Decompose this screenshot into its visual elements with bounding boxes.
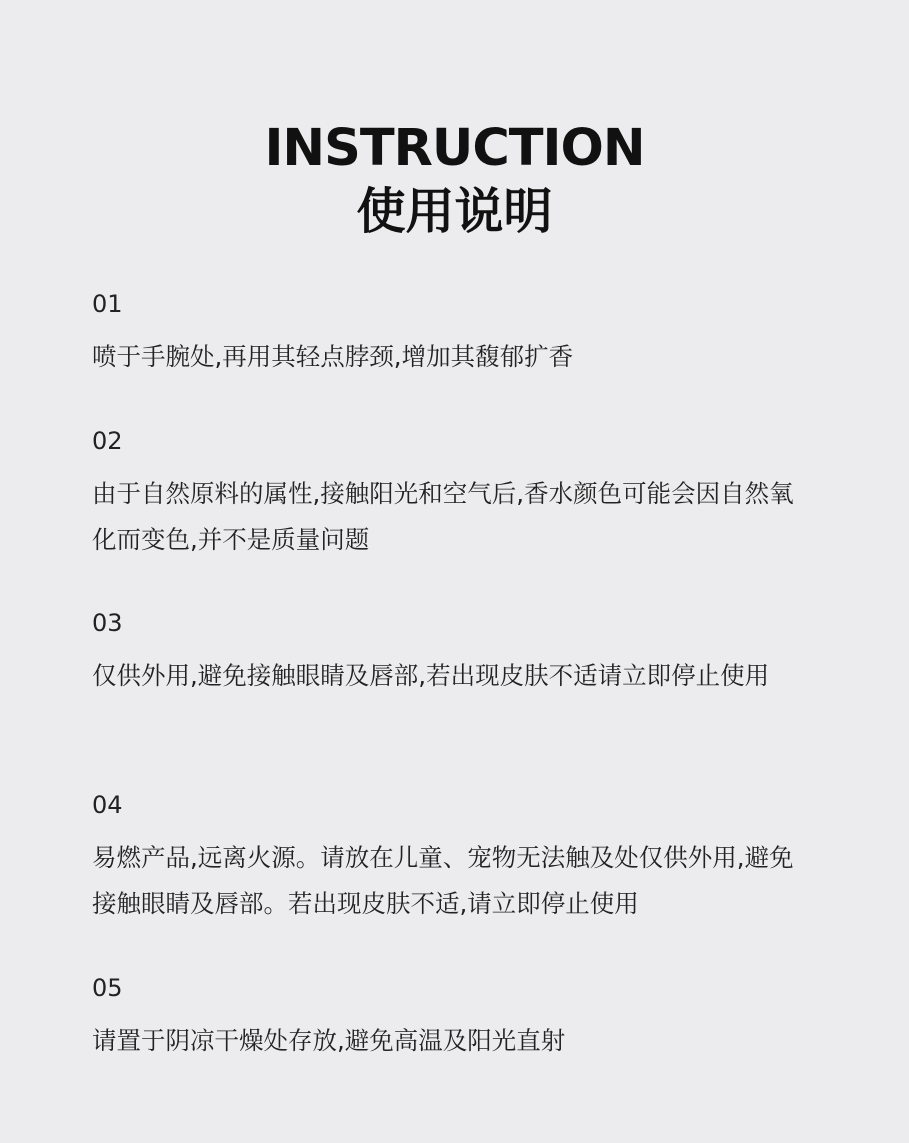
instruction-item-04 — [92, 788, 812, 926]
instruction-item-05 — [92, 971, 812, 1064]
instruction-number: 03 — [92, 609, 123, 637]
page-title-english: INSTRUCTION — [264, 119, 645, 178]
instruction-item-01 — [92, 287, 812, 380]
instruction-text: 由于自然原料的属性,接触阳光和空气后,香水颜色可能会因自然氧化而变色,并不是质量问题 — [92, 479, 794, 554]
instruction-number: 05 — [92, 974, 123, 1002]
page-title-chinese: 使用说明 — [356, 183, 553, 240]
instruction-item-03 — [92, 606, 812, 699]
page-header — [0, 118, 909, 244]
instruction-number: 02 — [92, 427, 123, 455]
instruction-text: 请置于阴凉干燥处存放,避免高温及阳光直射 — [92, 1026, 566, 1055]
instruction-number: 01 — [92, 290, 123, 318]
instruction-number: 04 — [92, 791, 123, 819]
instruction-text: 易燃产品,远离火源。请放在儿童、宠物无法触及处仅供外用,避免接触眼睛及唇部。若出现皮肤不适,请立即停止使用 — [92, 843, 794, 918]
instruction-text: 喷于手腕处,再用其轻点脖颈,增加其馥郁扩香 — [92, 342, 574, 371]
instruction-text: 仅供外用,避免接触眼睛及唇部,若出现皮肤不适请立即停止使用 — [92, 661, 770, 690]
instruction-item-02 — [92, 424, 812, 562]
